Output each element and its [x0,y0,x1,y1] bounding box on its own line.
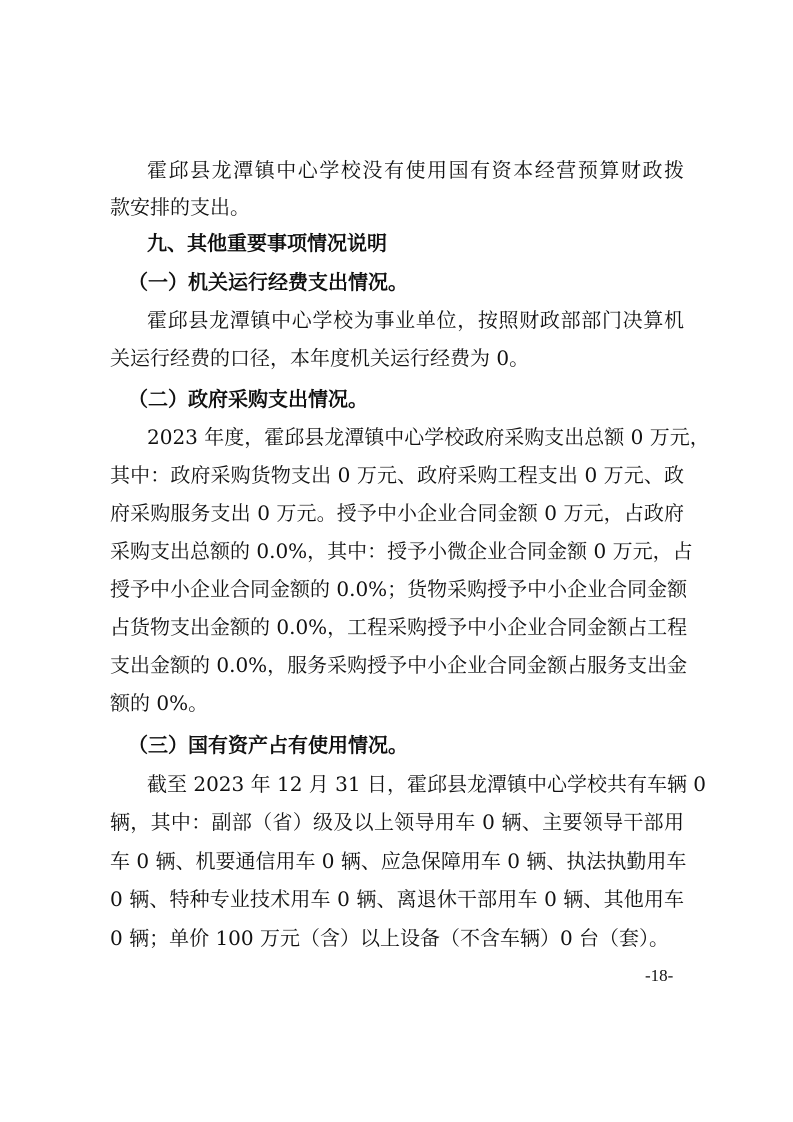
body-text-line: 款安排的支出。 [110,195,250,219]
body-text-line: 0 辆、特种专业技术用车 0 辆、离退休干部用车 0 辆、其他用车 [110,887,684,911]
section-heading: 九、其他重要事项情况说明 [147,231,387,255]
body-text-line: 授予中小企业合同金额的 0.0%；货物采购授予中小企业合同金额 [110,577,688,601]
subsection-heading: （二）政府采购支出情况。 [128,387,368,411]
page-number: -18- [645,966,674,985]
subsection-heading: （一）机关运行经费支出情况。 [128,270,408,294]
body-text-line: 0 辆；单价 100 万元（含）以上设备（不含车辆）0 台（套）。 [110,926,670,950]
body-text-line: 车 0 辆、机要通信用车 0 辆、应急保障用车 0 辆、执法执勤用车 [110,849,687,873]
body-text-line: 关运行经费的口径，本年度机关运行经费为 0。 [110,346,530,370]
body-text-line: 截至 2023 年 12 月 31 日，霍邱县龙潭镇中心学校共有车辆 0 [147,772,707,796]
body-text-line: 2023 年度，霍邱县龙潭镇中心学校政府采购支出总额 0 万元， [147,425,710,449]
body-text-line: 支出金额的 0.0%，服务采购授予中小企业合同金额占服务支出金 [110,653,688,677]
subsection-heading: （三）国有资产占有使用情况。 [128,733,408,757]
body-text-line: 占货物支出金额的 0.0%，工程采购授予中小企业合同金额占工程 [110,615,688,639]
body-text-line: 辆，其中：副部（省）级及以上领导用车 0 辆、主要领导干部用 [110,810,684,834]
body-text-line: 采购支出总额的 0.0%，其中：授予小微企业合同金额 0 万元，占 [110,539,693,563]
body-text-line: 府采购服务支出 0 万元。授予中小企业合同金额 0 万元，占政府 [110,501,684,525]
body-text-line: 额的 0%。 [110,691,209,715]
body-text-line: 其中：政府采购货物支出 0 万元、政府采购工程支出 0 万元、政 [110,463,684,487]
body-text-line: 霍邱县龙潭镇中心学校为事业单位，按照财政部部门决算机 [147,308,684,332]
body-text-line: 霍邱县龙潭镇中心学校没有使用国有资本经营预算财政拨 [147,158,684,182]
